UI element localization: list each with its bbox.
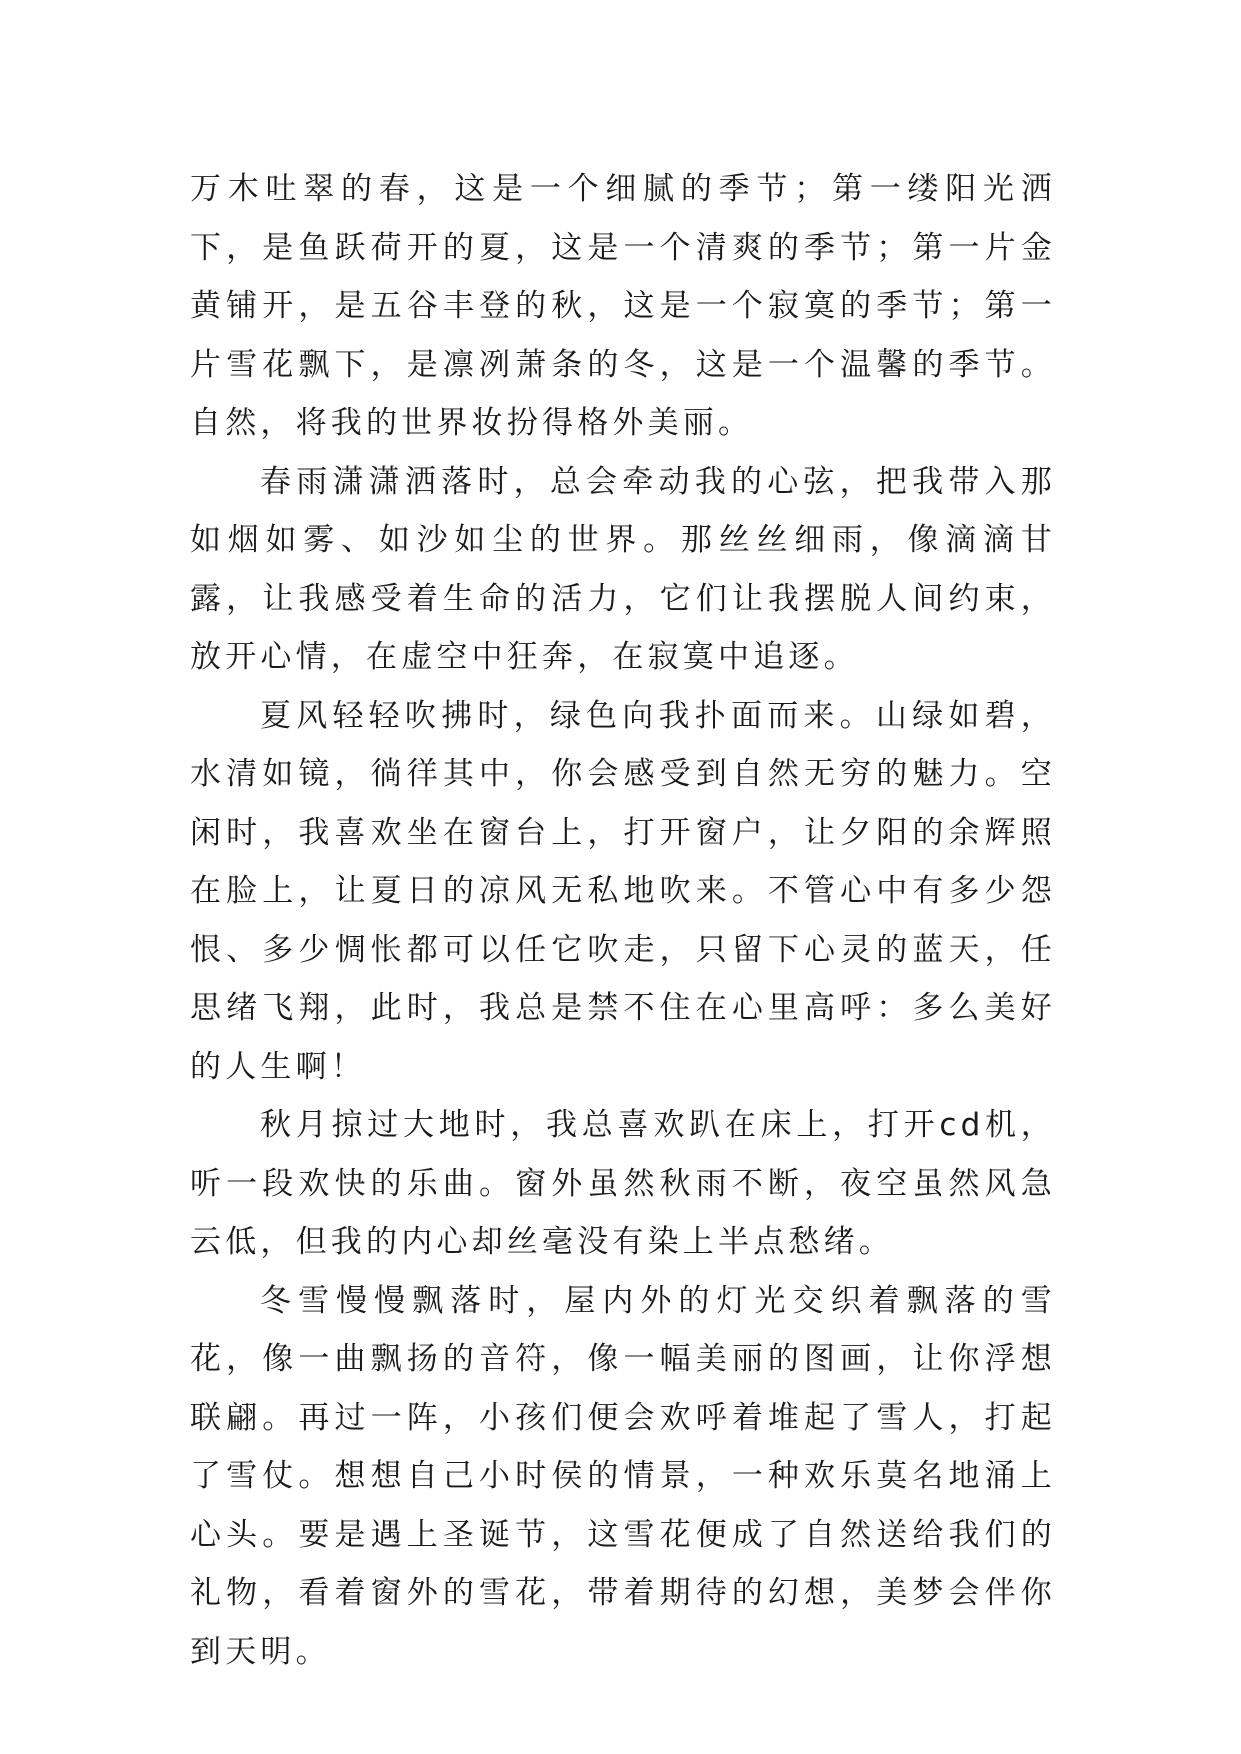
paragraph-summer: 夏风轻轻吹拂时，绿色向我扑面而来。山绿如碧，水清如镜，徜徉其中，你会感受到自然无穷的魅力。空闲时，我喜欢坐在窗台上，打开窗户，让夕阳的余辉照在脸上，让夏日的凉风无私地吹来。不管心中有多少怨恨、多少惆怅都可以任它吹走，只留下心灵的蓝天，任思绪飞翔，此时，我总是禁不住在心里高呼：多么美好的人生啊！	[190, 697, 1056, 1085]
paragraph-winter: 冬雪慢慢飘落时，屋内外的灯光交织着飘落的雪花，像一曲飘扬的音符，像一幅美丽的图画，让你浮想联翩。再过一阵，小孩们便会欢呼着堆起了雪人，打起了雪仗。想想自己小时侯的情景，一种欢乐莫名地涌上心头。要是遇上圣诞节，这雪花便成了自然送给我们的礼物，看着窗外的雪花，带着期待的幻想，美梦会伴你到天明。	[190, 1282, 1056, 1670]
paragraph-spring: 春雨潇潇洒落时，总会牵动我的心弦，把我带入那如烟如雾、如沙如尘的世界。那丝丝细雨，像滴滴甘露，让我感受着生命的活力，它们让我摆脱人间约束，放开心情，在虚空中狂奔，在寂寞中追逐。	[190, 463, 1056, 675]
paragraph-seasons-intro: 万木吐翠的春，这是一个细腻的季节；第一缕阳光洒下，是鱼跃荷开的夏，这是一个清爽的季节；第一片金黄铺开，是五谷丰登的秋，这是一个寂寞的季节；第一片雪花飘下，是凛冽萧条的冬，这是一个温馨的季节。自然，将我的世界妆扮得格外美丽。	[190, 171, 1056, 441]
paragraph-autumn: 秋月掠过大地时，我总喜欢趴在床上，打开cd机，听一段欢快的乐曲。窗外虽然秋雨不断，夜空虽然风急云低，但我的内心却丝毫没有染上半点愁绪。	[190, 1107, 1056, 1260]
document-body	[190, 160, 1056, 1681]
